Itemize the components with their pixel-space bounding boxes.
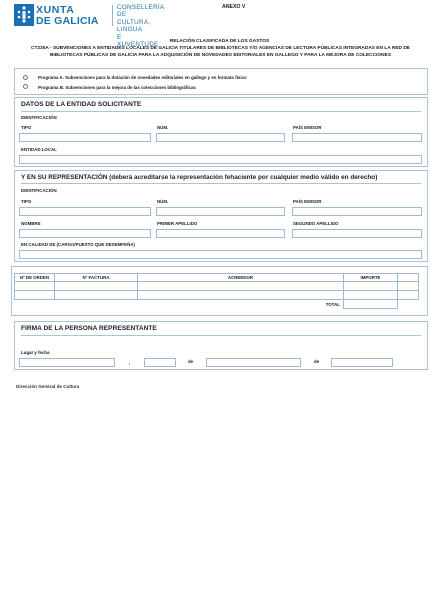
logo-separator (112, 5, 113, 26)
entidad-section (14, 97, 428, 167)
representacion-section (14, 170, 428, 262)
entidad-tipo-label: TIPO (21, 125, 32, 130)
table-row (15, 282, 419, 291)
rep-tipo-label: TIPO (21, 199, 32, 204)
rep-identificacion-label: IDENTIFICACIÓN (21, 188, 57, 193)
rep-primer-apellido-field[interactable] (156, 229, 285, 238)
logo-text-line2: DE GALICIA (36, 15, 99, 27)
entidad-num-field[interactable] (156, 133, 285, 142)
gastos-table (14, 273, 419, 309)
mes-field[interactable] (206, 358, 301, 367)
de-label-2: de (314, 359, 320, 364)
rep-pais-label: PAÍS EMISOR (293, 199, 322, 204)
de-label-1: de (188, 359, 194, 364)
cell-factura[interactable] (55, 291, 138, 300)
entidad-pais-label: PAÍS EMISOR (293, 125, 322, 130)
xunta-logo (14, 4, 165, 49)
cell-acreedor[interactable] (138, 282, 344, 291)
firma-title: FIRMA DE LA PERSONA REPRESENTANTE (21, 325, 157, 332)
anexo-label: ANEXO V (222, 4, 246, 10)
total-label-cell (15, 300, 344, 309)
representacion-title: Y EN SU REPRESENTACIÓN (deberá acreditarse la representación fehaciente por cualquier medio válido en derecho) (21, 174, 378, 181)
logo-text-line1: XUNTA (36, 4, 75, 16)
entidad-tipo-field[interactable] (19, 133, 151, 142)
table-total-row (15, 300, 419, 309)
entidad-num-label: NÚM. (157, 125, 169, 130)
rep-primer-apellido-label: PRIMER APELLIDO (157, 221, 198, 226)
rep-pais-field[interactable] (292, 207, 422, 216)
col-factura-header: Nº FACTURA (55, 274, 138, 282)
cell-factura[interactable] (55, 282, 138, 291)
col-importe-header: IMPORTE (344, 274, 398, 282)
firma-title-underline (21, 335, 421, 336)
entidad-local-field[interactable] (19, 155, 422, 164)
consellaria-name: CONSELLERÍA DE CULTURA, LINGUA E XUVENTUDE (117, 4, 165, 49)
programs-section (14, 68, 428, 95)
rep-segundo-apellido-field[interactable] (292, 229, 422, 238)
total-extra-cell (398, 300, 419, 309)
cell-orden[interactable] (15, 282, 55, 291)
rep-tipo-field[interactable] (19, 207, 151, 216)
lugar-field[interactable] (19, 358, 115, 367)
program-a-label: Programa A. Subvenciones para la dotación de novedades editoriales en gallego y en formato físico (38, 75, 247, 80)
col-orden-header: Nº DE ORDEN (15, 274, 55, 282)
rep-segundo-apellido-label: SEGUNDO APELLIDO (293, 221, 339, 226)
entidad-identificacion-label: IDENTIFICACIÓN (21, 115, 57, 120)
cell-acreedor[interactable] (138, 291, 344, 300)
rep-num-label: NÚM. (157, 199, 169, 204)
entidad-title-underline (21, 111, 421, 112)
anio-field[interactable] (331, 358, 393, 367)
dia-field[interactable] (144, 358, 176, 367)
table-header-row (15, 274, 419, 282)
program-b-radio[interactable] (23, 84, 28, 89)
procedure-title: CT235A - SUBVENCIONES A ENTIDADES LOCALES DE GALICIA TITULARES DE BIBLIOTECAS Y/O AGENCIAS DE LECTURA PÚBLICAS INTEGRADAS EN LA RED DE BIBLIOTECAS PÚBLICAS DE GALICIA PARA LA ADQUISICIÓN DE NOVEDADES EDITORIALES EN GALLEGO Y PARA LA MEJORA DE COLECCIONES (31, 46, 410, 58)
program-a-radio[interactable] (23, 75, 28, 80)
comma-separator: , (129, 360, 131, 365)
cell-importe[interactable] (344, 282, 398, 291)
entidad-local-label: ENTIDAD LOCAL (21, 147, 57, 152)
entidad-title: DATOS DE LA ENTIDAD SOLICITANTE (21, 101, 142, 108)
total-value-cell[interactable] (344, 300, 398, 309)
lugar-fecha-label: Lugar y fecha (21, 350, 50, 355)
footer-text: Dirección General de Cultura (16, 384, 80, 389)
xunta-emblem-icon (14, 4, 34, 26)
rep-nombre-label: NOMBRE (21, 221, 41, 226)
document-title: RELACIÓN CLASIFICADA DE LOS GASTOS (169, 39, 270, 44)
cell-importe[interactable] (344, 291, 398, 300)
firma-section (14, 321, 428, 370)
entidad-pais-field[interactable] (292, 133, 422, 142)
rep-calidad-field[interactable] (19, 250, 422, 259)
col-acreedor-header: ACREEDOR (138, 274, 344, 282)
rep-calidad-label: EN CALIDAD DE (CARGO/PUESTO QUE DESEMPEÑA) (21, 242, 135, 247)
representacion-title-underline (21, 183, 421, 184)
cell-extra[interactable] (398, 291, 419, 300)
cell-orden[interactable] (15, 291, 55, 300)
program-b-label: Programa B. Subvenciones para la mejora de las colecciones bibliográficas (38, 85, 196, 90)
rep-nombre-field[interactable] (19, 229, 151, 238)
rep-num-field[interactable] (156, 207, 285, 216)
total-label: TOTAL (325, 301, 340, 307)
col-extra-header (398, 274, 419, 282)
cell-extra[interactable] (398, 282, 419, 291)
table-row (15, 291, 419, 300)
